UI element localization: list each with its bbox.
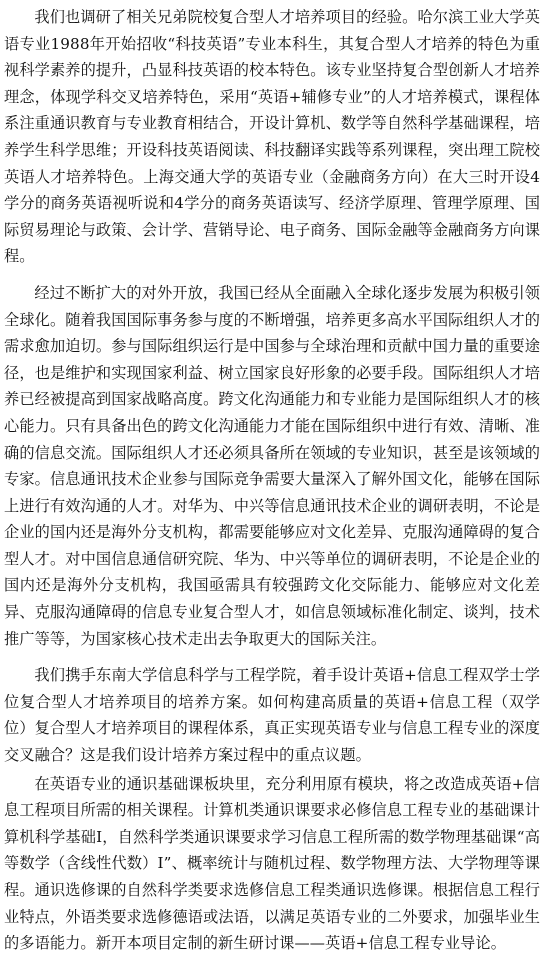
paragraph-curriculum-design: 在英语专业的通识基础课板块里，充分利用原有模块，将之改造成英语+信息工程项目所需的相关课程。计算机类通识课要求必修信息工程专业的基础课计算机科学基础Ⅰ，自然科学类通识课要求学习信息工程所需的数学物理基础课“高等数学（含线性代数）Ⅰ”、概率统计与随机过程、数学物理方法、大学物理等课程。通识选修课的自然科学类要求选修信息工程类通识选修课。根据信息工程行业特点，外语类要求选修德语或法语，以满足英语专业的二外要求，加强毕业生的多语能力。新开本项目定制的新生研讨课——英语+信息工程专业导论。: [4, 774, 540, 953]
paragraph-spacer: [4, 270, 540, 280]
paragraph-joint-program: 我们携手东南大学信息科学与工程学院，着手设计英语+信息工程双学士学位复合型人才培养项目的培养方案。如何构建高质量的英语+信息工程（双学位）复合型人才培养项目的课程体系，真正实现英语专业与信息工程专业的深度交叉融合？这是我们设计培养方案过程中的重点议题。: [4, 666, 540, 765]
paragraph-spacer: [4, 652, 540, 662]
paragraph-international-talent: 经过不断扩大的对外开放，我国已经从全面融入全球化逐步发展为积极引领全球化。随着我国国际事务参与度的不断增强，培养更多高水平国际组织人才的需求愈加迫切。参与国际组织运行是中国参与全球治理和贡献中国力量的重要途径，也是维护和实现国家利益、树立国家良好形象的必要手段。国际组织人才培养已经被提高到国家战略高度。跨文化沟通能力和专业能力是国际组织人才的核心能力。只有具备出色的跨文化沟通能力才能在国际组织中进行有效、清晰、准确的信息交流。国际组织人才还必须具备所在领域的专业知识，甚至是该领域的专家。信息通讯技术企业参与国际竞争需要大量深入了解外国文化，能够在国际上进行有效沟通的人才。对华为、中兴等信息通讯技术企业的调研表明，不论是企业的国内还是海外分支机构，都需要能够应对文化差异、克服沟通障碍的复合型人才。对中国信息通信研究院、华为、中兴等单位的调研表明，不论是企业的国内还是海外分支机构，我国亟需具有较强跨文化交际能力、能够应对文化差异、克服沟通障碍的信息专业复合型人才，如信息领域标准化制定、谈判，技术推广等等，为国家核心技术走出去争取更大的国际关注。: [4, 283, 540, 648]
paragraph-peer-institutions: 我们也调研了相关兄弟院校复合型人才培养项目的经验。哈尔滨工业大学英语专业1988年开始招收“科技英语”专业本科生，其复合型人才培养的特色为重视科学素养的提升，凸显科技英语的校本特色。该专业坚持复合型创新人才培养理念，体现学科交叉培养特色，采用“英语+辅修专业”的人才培养模式，课程体系注重通识教育与专业教育相结合，开设计算机、数学等自然科学基础课程，培养学生科学思维；开设科技英语阅读、科技翻译实践等系列课程，突出理工院校英语人才培养特色。上海交通大学的英语专业（金融商务方向）在大三时开设4学分的商务英语视听说和4学分的商务英语读写、经济学原理、管理学原理、国际贸易理论与政策、会计学、营销导论、电子商务、国际金融等金融商务方向课程。: [4, 8, 540, 266]
